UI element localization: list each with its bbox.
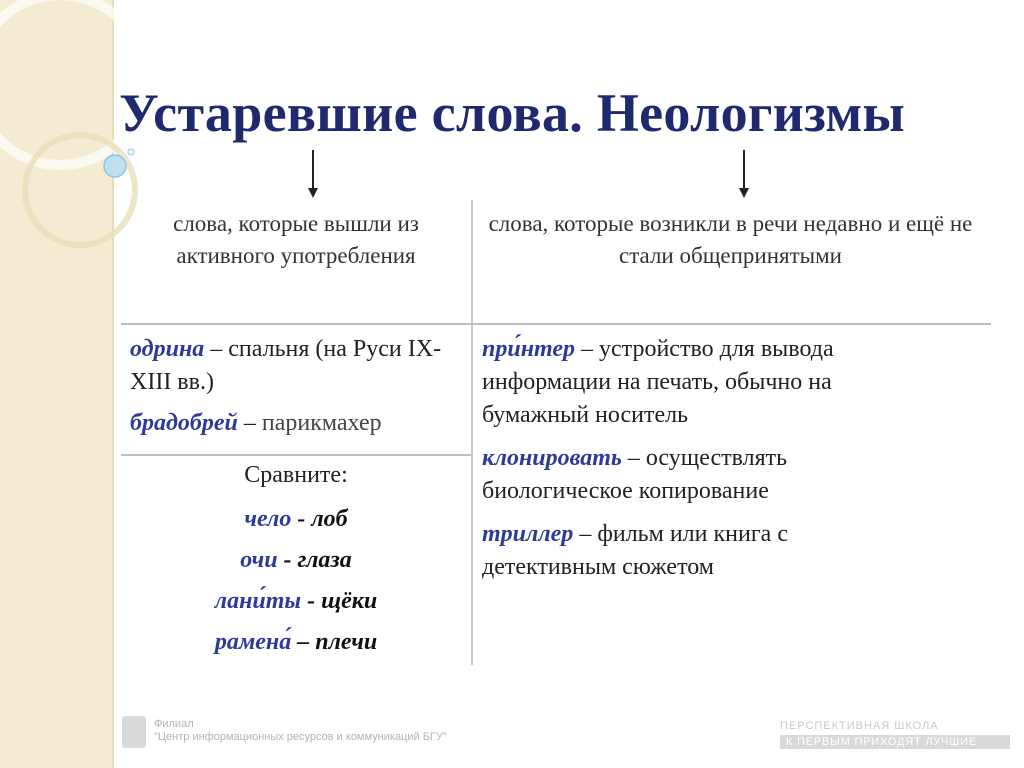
table-divider-compare [121,454,471,456]
left-header: слова, которые вышли из активного употребления [173,211,419,268]
right-header: слова, которые возникли в речи недавно и ещё не стали общепринятыми [488,211,973,268]
definition: парикмахер [261,410,382,436]
table-divider-header [121,323,991,325]
compare-label: Сравните: [244,462,348,488]
footer-school-name: ПЕРСПЕКТИВНАЯ ШКОЛА [780,720,939,732]
footer-left [154,718,574,744]
footer-logo-icon [122,716,146,748]
compare-pair: чело - лоб [244,506,348,532]
left-entry-2: брадобрей – парикмахер [130,410,382,436]
right-arrow-head [739,188,749,198]
compare-pair: очи - глаза [240,547,352,573]
definition: фильм или книга с детективным сюжетом [482,521,788,580]
compare-pair: лани́ты - щёки [214,588,378,614]
definition: спальня (на Руси IX-XIII вв.) [130,336,442,395]
term: при́нтер [482,336,576,362]
term: брадобрей [130,410,238,436]
term: одрина [130,336,205,362]
footer-slogan: К ПЕРВЫМ ПРИХОДЯТ ЛУЧШИЕ [780,735,1010,749]
right-entry-2: клонировать – осуществлять биологическое копирование [482,445,788,504]
left-arrow-head [308,188,318,198]
term: триллер [482,521,574,547]
term: клонировать [482,445,622,471]
footer-left-line1: Филиал [154,718,194,730]
footer-right [780,720,1010,749]
right-entry-3: триллер – фильм или книга с детективным сюжетом [482,521,788,580]
table-divider-vertical [471,200,473,665]
definition: устройство для вывода информации на печать, обычно на бумажный носитель [482,336,834,428]
compare-pair: рамена́ – плечи [214,629,378,655]
left-arrow-shaft [312,150,314,190]
right-entry-1: при́нтер – устройство для вывода информации на печать, обычно на бумажный носитель [482,336,834,428]
right-arrow-shaft [743,150,745,190]
slide-title: Устаревшие слова. Неологизмы [119,83,905,143]
definition: осуществлять биологическое копирование [482,445,788,504]
footer-left-line2: "Центр информационных ресурсов и коммуникаций БГУ" [154,731,447,743]
left-entry-1: одрина – спальня (на Руси IX-XIII вв.) [130,336,442,395]
